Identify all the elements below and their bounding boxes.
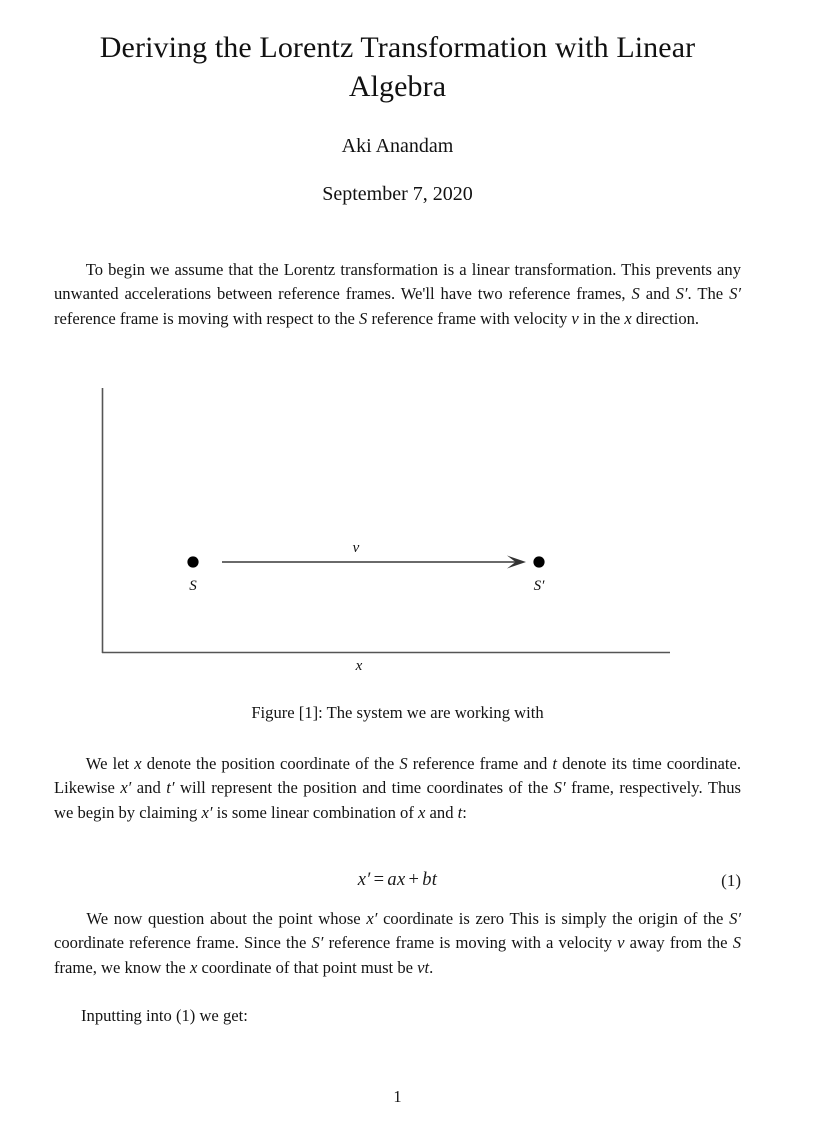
math-var-s: S (399, 754, 408, 773)
frame-s-label: S (189, 578, 197, 594)
math-var-s-prime: S′ (729, 284, 741, 304)
paragraph-intro: To begin we assume that the Lorentz transformation is a linear transformation. This prevents any unwanted accelerations between reference frames. We'll have two reference frames, S and S′. The S′ reference frame is moving with respect to the S reference frame with velocity v in the x direction. (54, 260, 741, 328)
math-var-x: x (134, 754, 142, 773)
frame-s-prime-label: S′ (533, 578, 545, 594)
equation-1-number: (1) (721, 871, 741, 890)
paragraph-inputting: Inputting into (1) we get: (81, 1006, 248, 1025)
frame-s-dot (187, 556, 198, 567)
math-var-s-prime: S′ (729, 909, 741, 928)
math-var-s: S (631, 284, 640, 304)
math-var-s-prime: S′ (553, 778, 566, 798)
page-number: 1 (393, 1087, 402, 1106)
math-var-x: x (624, 308, 632, 328)
math-var-v: v (617, 933, 625, 953)
publication-date: September 7, 2020 (322, 183, 473, 205)
math-var-x-prime: x′ (366, 909, 378, 928)
equation-term-2: bt (422, 870, 438, 890)
math-var-x-prime: x′ (120, 778, 132, 798)
math-var-t-prime: t′ (166, 778, 175, 798)
equation-equals: = (373, 870, 385, 890)
paragraph-origin: We now question about the point whose x′ coordinate is zero This is simply the origin of the S′ coordinate reference frame. Since the S′ reference frame is moving with a velocity v away from the S frame, we know the x coordinate of that point must be vt. (54, 909, 741, 977)
math-var-x-prime: x′ (201, 802, 213, 822)
math-var-t: t (457, 802, 463, 822)
math-expr-vt: vt (417, 957, 430, 977)
math-var-v: v (571, 308, 579, 328)
equation-1-body (54, 870, 741, 891)
x-axis-label: x (355, 658, 363, 674)
math-var-s: S (732, 933, 741, 953)
figure-system-diagram (0, 378, 823, 678)
equation-1-row (54, 870, 741, 900)
math-var-x: x (189, 957, 198, 977)
equation-lhs: x′ (357, 870, 371, 890)
equation-term-1: ax (387, 870, 406, 890)
frame-s-prime-dot (533, 556, 544, 567)
math-var-s-prime: S′ (311, 933, 324, 953)
paragraph-coordinates: We let x denote the position coordinate of the S reference frame and t denote its time coordinate. Likewise x′ and t′ will represent the position and time coordinates of the S′ frame, respectively. Thus we begin by claiming x′ is some linear combination of x and t: (54, 754, 742, 822)
author-name: Aki Anandam (341, 135, 454, 157)
equation-plus: + (408, 870, 420, 890)
figure-caption: Figure [1]: The system we are working with (251, 703, 544, 722)
math-var-s: S (359, 308, 368, 328)
math-var-s-prime: S′ (675, 284, 688, 304)
page-title: Deriving the Lorentz Transformation with Linear Algebra (99, 31, 696, 103)
math-var-x: x (418, 802, 426, 822)
velocity-label: v (352, 540, 360, 556)
math-var-t: t (552, 754, 558, 773)
